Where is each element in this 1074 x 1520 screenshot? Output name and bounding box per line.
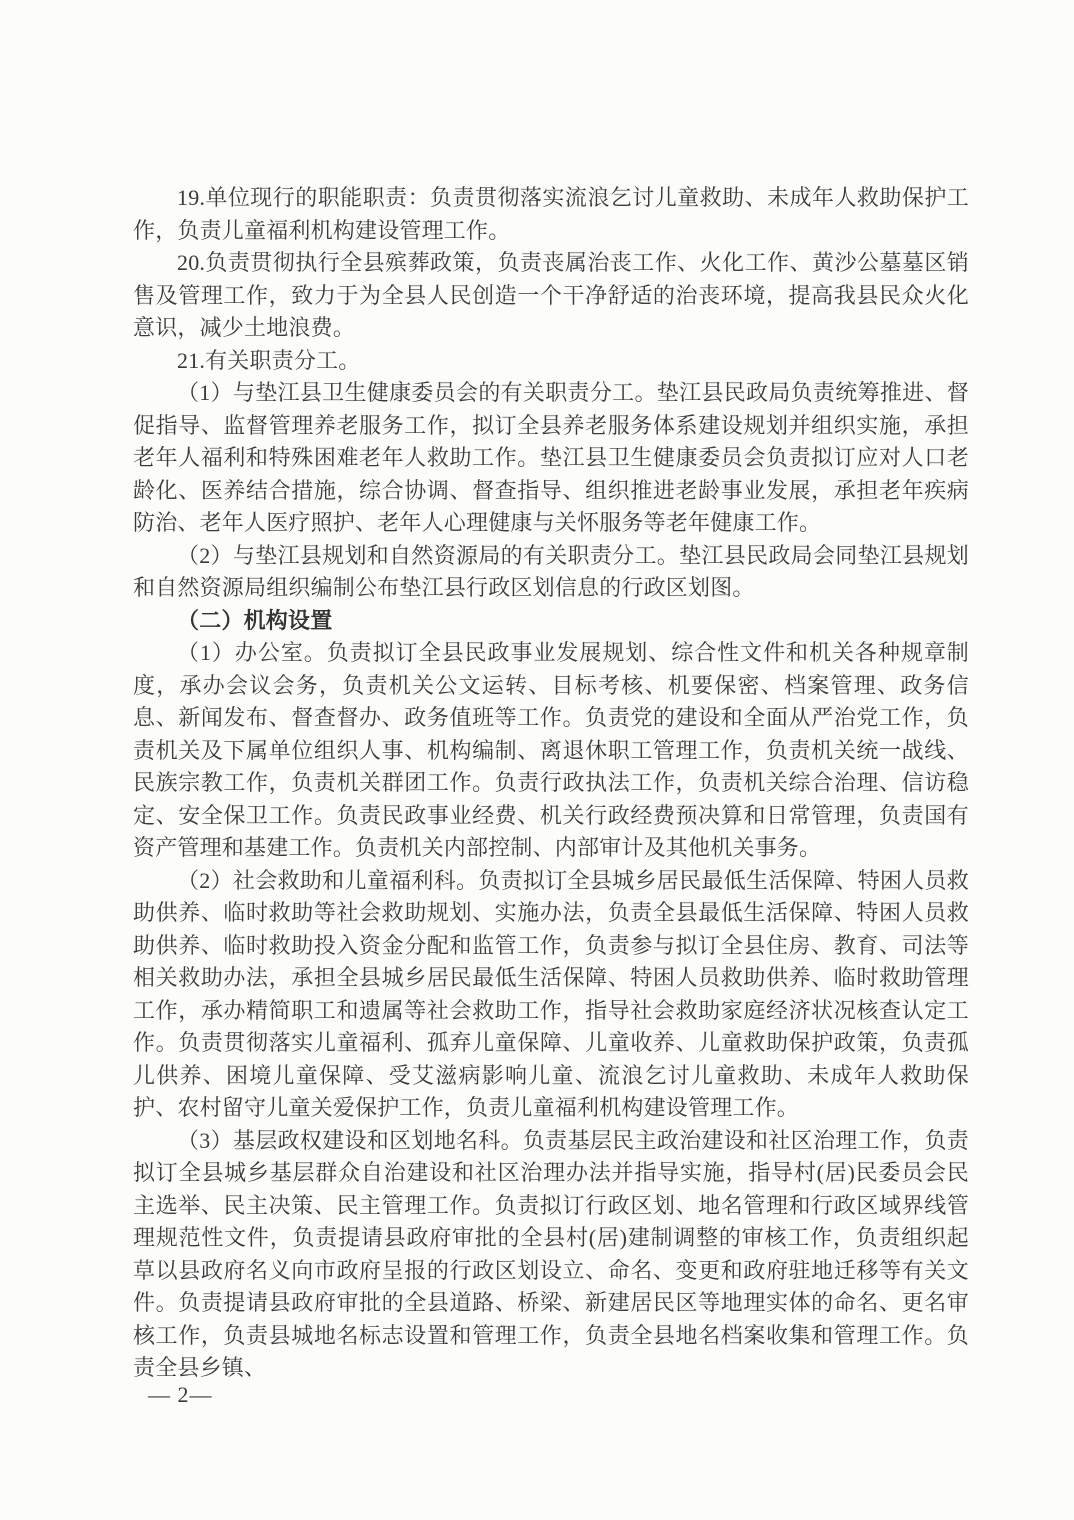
paragraph-org-grassroots-governance-place-names: （3）基层政权建设和区划地名科。负责基层民主政治建设和社区治理工作，负责拟订全县城乡基层群众自治建设和社区治理办法并指导实施，指导村(居)民委员会民主选举、民主决策、民主管理工作。负责拟订行政区划、地名管理和行政区域界线管理规范性文件，负责提请县政府审批的全县村(居)建制调整的审核工作，负责组织起草以县政府名义向市政府呈报的行政区划设立、命名、变更和政府驻地迁移等有关文件。负责提请县政府审批的全县道路、桥梁、新建居民区等地理实体的命名、更名审核工作，负责县城地名标志设置和管理工作，负责全县地名档案收集和管理工作。负责全县乡镇、	[133, 1127, 969, 1380]
paragraph-duty-19: 19.单位现行的职能职责：负责贯彻落实流浪乞讨儿童救助、未成年人救助保护工作，负责儿童福利机构建设管理工作。	[133, 185, 969, 243]
paragraph-org-office: （1）办公室。负责拟订全县民政事业发展规划、综合性文件和机关各种规章制度，承办会议会务，负责机关公文运转、目标考核、机要保密、档案管理、政务信息、新闻发布、督查督办、政务值班等工作。负责党的建设和全面从严治党工作，负责机关及下属单位组织人事、机构编制、离退休职工管理工作，负责机关统一战线、民族宗教工作，负责机关群团工作。负责行政执法工作，负责机关综合治理、信访稳定、安全保卫工作。负责民政事业经费、机关行政经费预决算和日常管理，负责国有资产管理和基建工作。负责机关内部控制、内部审计及其他机关事务。	[133, 640, 969, 860]
paragraph-duty-21-division-2: （2）与垫江县规划和自然资源局的有关职责分工。垫江县民政局会同垫江县规划和自然资源局组织编制公布垫江县行政区划信息的行政区划图。	[133, 542, 969, 600]
paragraph-duty-21: 21.有关职责分工。	[177, 347, 361, 373]
document-body	[133, 182, 969, 1385]
paragraph-org-social-assistance-child-welfare: （2）社会救助和儿童福利科。负责拟订全县城乡居民最低生活保障、特困人员救助供养、临时救助等社会救助规划、实施办法，负责全县最低生活保障、特困人员救助供养、临时救助投入资金分配和监管工作，负责参与拟订全县住房、教育、司法等相关救助办法，承担全县城乡居民最低生活保障、特困人员救助供养、临时救助管理工作，承办精简职工和遗属等社会救助工作，指导社会救助家庭经济状况核查认定工作。负责贯彻落实儿童福利、孤弃儿童保障、儿童收养、儿童救助保护政策，负责孤儿供养、困境儿童保障、受艾滋病影响儿童、流浪乞讨儿童救助、未成年人救助保护、农村留守儿童关爱保护工作，负责儿童福利机构建设管理工作。	[133, 867, 969, 1120]
section-heading-organization-setup: （二）机构设置	[177, 607, 333, 633]
paragraph-duty-20: 20.负责贯彻执行全县殡葬政策，负责丧属治丧工作、火化工作、黄沙公墓墓区销售及管理工作，致力于为全县人民创造一个干净舒适的治丧环境，提高我县民众火化意识，减少土地浪费。	[133, 250, 969, 340]
page-number: — 2—	[148, 1382, 213, 1407]
paragraph-duty-21-division-1: （1）与垫江县卫生健康委员会的有关职责分工。垫江县民政局负责统筹推进、督促指导、监督管理养老服务工作，拟订全县养老服务体系建设规划并组织实施，承担老年人福利和特殊困难老年人救助工作。垫江县卫生健康委员会负责拟订应对人口老龄化、医养结合措施，综合协调、督查指导、组织推进老龄事业发展，承担老年疾病防治、老年人医疗照护、老年人心理健康与关怀服务等老年健康工作。	[133, 380, 969, 535]
